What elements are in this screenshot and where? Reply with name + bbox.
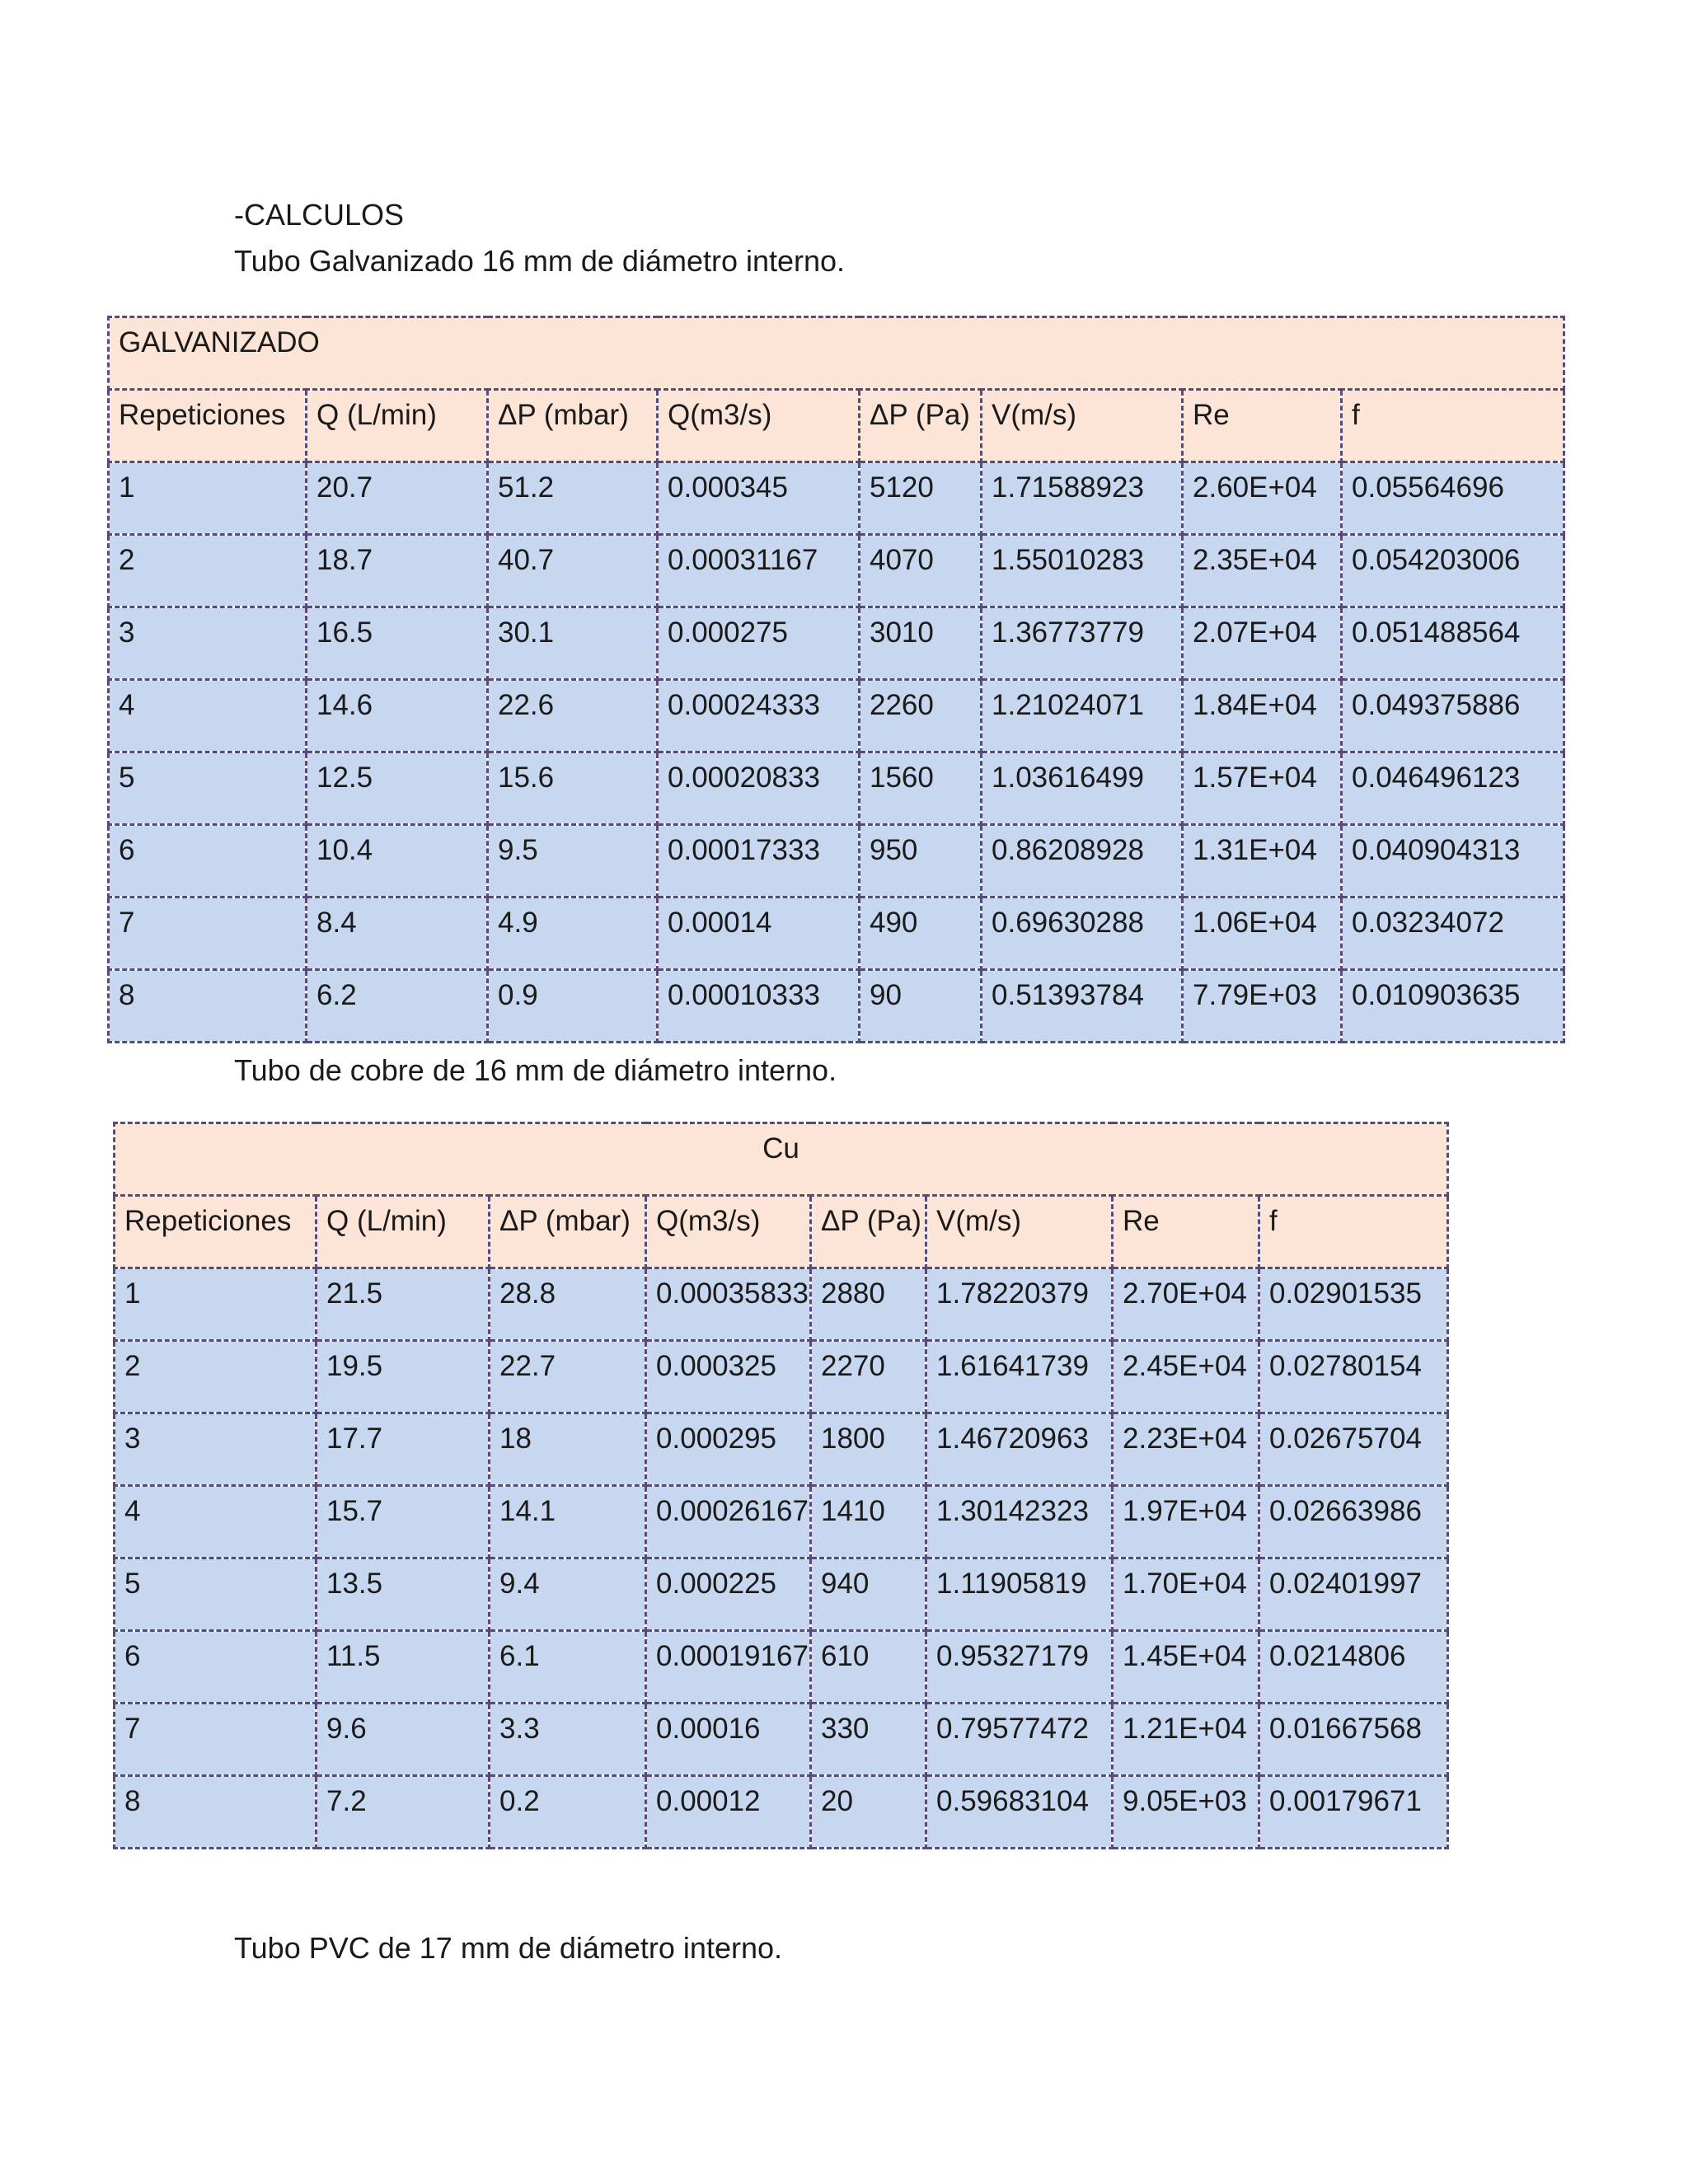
galvanizado-table-body	[109, 462, 1564, 1043]
table-cell: 3.3	[490, 1704, 646, 1776]
table-cell: 7	[115, 1704, 316, 1776]
header-dp-pa: ΔP (Pa)	[860, 390, 982, 462]
table-cell: 4.9	[488, 898, 658, 970]
table-cell: 5	[115, 1558, 316, 1631]
table-cell: 9.05E+03	[1113, 1776, 1259, 1849]
table-cell: 6	[109, 825, 307, 898]
table-cell: 14.6	[307, 680, 488, 752]
header-dp-pa: ΔP (Pa)	[811, 1196, 926, 1268]
table-cell: 0.00014	[658, 898, 860, 970]
table-title: Cu	[115, 1123, 1448, 1196]
table-cell: 2.60E+04	[1183, 462, 1342, 535]
galvanizado-table	[107, 316, 1565, 1043]
table-header-row	[115, 1196, 1448, 1268]
table-cell: 22.7	[490, 1341, 646, 1413]
table-cell: 18.7	[307, 535, 488, 607]
table-cell: 1.46720963	[926, 1413, 1113, 1486]
table-cell: 21.5	[316, 1268, 490, 1341]
cobre-table-body	[115, 1268, 1448, 1849]
table-cell: 51.2	[488, 462, 658, 535]
table-cell: 0.00016	[646, 1704, 811, 1776]
table-row	[109, 752, 1564, 825]
table-cell: 7.79E+03	[1183, 970, 1342, 1043]
table-cell: 13.5	[316, 1558, 490, 1631]
table-cell: 0.000275	[658, 607, 860, 680]
table-cell: 0.59683104	[926, 1776, 1113, 1849]
table-cell: 1.06E+04	[1183, 898, 1342, 970]
table-cell: 10.4	[307, 825, 488, 898]
table-cell: 0.00019167	[646, 1631, 811, 1704]
table-cell: 17.7	[316, 1413, 490, 1486]
table-cell: 0.00026167	[646, 1486, 811, 1558]
header-v-ms: V(m/s)	[982, 390, 1183, 462]
table-cell: 3	[115, 1413, 316, 1486]
header-q-lmin: Q (L/min)	[307, 390, 488, 462]
table-cell: 950	[860, 825, 982, 898]
table-cell: 8.4	[307, 898, 488, 970]
table-cell: 6	[115, 1631, 316, 1704]
table-cell: 0.051488564	[1342, 607, 1564, 680]
table-cell: 1410	[811, 1486, 926, 1558]
table-cell: 6.1	[490, 1631, 646, 1704]
table-cell: 0.02901535	[1259, 1268, 1448, 1341]
table-cell: 15.6	[488, 752, 658, 825]
table-row	[115, 1704, 1448, 1776]
table-cell: 0.9	[488, 970, 658, 1043]
table-cell: 0.054203006	[1342, 535, 1564, 607]
table-row	[115, 1486, 1448, 1558]
table-row	[115, 1558, 1448, 1631]
table-cell: 1.21024071	[982, 680, 1183, 752]
table-cell: 0.00031167	[658, 535, 860, 607]
pvc-caption: Tubo PVC de 17 mm de diámetro interno.	[234, 1931, 782, 1965]
table-cell: 1	[109, 462, 307, 535]
table-cell: 0.046496123	[1342, 752, 1564, 825]
table-cell: 0.0214806	[1259, 1631, 1448, 1704]
table-cell: 0.69630288	[982, 898, 1183, 970]
table-cell: 1.84E+04	[1183, 680, 1342, 752]
table-cell: 0.2	[490, 1776, 646, 1849]
table-cell: 2.70E+04	[1113, 1268, 1259, 1341]
table-row	[115, 1631, 1448, 1704]
table-cell: 0.040904313	[1342, 825, 1564, 898]
table-row	[109, 898, 1564, 970]
header-f: f	[1259, 1196, 1448, 1268]
table-cell: 40.7	[488, 535, 658, 607]
table-cell: 1800	[811, 1413, 926, 1486]
table-row	[109, 680, 1564, 752]
table-cell: 9.4	[490, 1558, 646, 1631]
table-row	[109, 825, 1564, 898]
cobre-caption: Tubo de cobre de 16 mm de diámetro interno.	[234, 1053, 837, 1087]
table-cell: 22.6	[488, 680, 658, 752]
table-cell: 0.000295	[646, 1413, 811, 1486]
table-cell: 0.00179671	[1259, 1776, 1448, 1849]
header-re: Re	[1113, 1196, 1259, 1268]
table-row	[115, 1413, 1448, 1486]
table-row	[109, 462, 1564, 535]
header-f: f	[1342, 390, 1564, 462]
header-repeticiones: Repeticiones	[109, 390, 307, 462]
table-cell: 0.000345	[658, 462, 860, 535]
table-cell: 940	[811, 1558, 926, 1631]
table-header-row	[109, 390, 1564, 462]
table-cell: 2.07E+04	[1183, 607, 1342, 680]
table-cell: 2	[109, 535, 307, 607]
table-cell: 9.5	[488, 825, 658, 898]
table-row	[109, 607, 1564, 680]
table-cell: 1.78220379	[926, 1268, 1113, 1341]
table-cell: 3	[109, 607, 307, 680]
table-cell: 7	[109, 898, 307, 970]
cobre-table	[113, 1122, 1449, 1849]
table-cell: 2.45E+04	[1113, 1341, 1259, 1413]
table-cell: 0.86208928	[982, 825, 1183, 898]
table-cell: 2	[115, 1341, 316, 1413]
table-title: GALVANIZADO	[109, 317, 1564, 390]
table-cell: 1.57E+04	[1183, 752, 1342, 825]
table-cell: 6.2	[307, 970, 488, 1043]
table-cell: 1.30142323	[926, 1486, 1113, 1558]
table-cell: 0.000225	[646, 1558, 811, 1631]
table-cell: 20	[811, 1776, 926, 1849]
table-cell: 90	[860, 970, 982, 1043]
table-cell: 1.70E+04	[1113, 1558, 1259, 1631]
table-cell: 4070	[860, 535, 982, 607]
table-cell: 15.7	[316, 1486, 490, 1558]
header-dp-mbar: ΔP (mbar)	[488, 390, 658, 462]
table-cell: 1.97E+04	[1113, 1486, 1259, 1558]
table-cell: 0.79577472	[926, 1704, 1113, 1776]
table-cell: 5	[109, 752, 307, 825]
table-cell: 1.61641739	[926, 1341, 1113, 1413]
table-cell: 0.00035833	[646, 1268, 811, 1341]
header-q-m3s: Q(m3/s)	[646, 1196, 811, 1268]
table-cell: 8	[109, 970, 307, 1043]
table-cell: 0.049375886	[1342, 680, 1564, 752]
table-cell: 0.51393784	[982, 970, 1183, 1043]
table-cell: 20.7	[307, 462, 488, 535]
table-cell: 1.71588923	[982, 462, 1183, 535]
table-cell: 0.95327179	[926, 1631, 1113, 1704]
table-cell: 0.03234072	[1342, 898, 1564, 970]
table-cell: 1.36773779	[982, 607, 1183, 680]
table-cell: 0.000325	[646, 1341, 811, 1413]
table-cell: 3010	[860, 607, 982, 680]
table-row	[109, 970, 1564, 1043]
section-heading: -CALCULOS	[234, 198, 405, 232]
table-cell: 4	[109, 680, 307, 752]
table-cell: 0.00017333	[658, 825, 860, 898]
table-row	[115, 1268, 1448, 1341]
table-cell: 330	[811, 1704, 926, 1776]
header-dp-mbar: ΔP (mbar)	[490, 1196, 646, 1268]
table-cell: 0.00010333	[658, 970, 860, 1043]
table-cell: 30.1	[488, 607, 658, 680]
table-cell: 1.31E+04	[1183, 825, 1342, 898]
table-cell: 2260	[860, 680, 982, 752]
table-cell: 0.01667568	[1259, 1704, 1448, 1776]
table-cell: 1	[115, 1268, 316, 1341]
table-cell: 5120	[860, 462, 982, 535]
table-cell: 0.02675704	[1259, 1413, 1448, 1486]
table-cell: 9.6	[316, 1704, 490, 1776]
table-cell: 0.02780154	[1259, 1341, 1448, 1413]
table-cell: 1.03616499	[982, 752, 1183, 825]
table-cell: 7.2	[316, 1776, 490, 1849]
header-re: Re	[1183, 390, 1342, 462]
table-cell: 14.1	[490, 1486, 646, 1558]
table-cell: 1.21E+04	[1113, 1704, 1259, 1776]
header-q-m3s: Q(m3/s)	[658, 390, 860, 462]
header-q-lmin: Q (L/min)	[316, 1196, 490, 1268]
table-cell: 0.02401997	[1259, 1558, 1448, 1631]
table-cell: 2270	[811, 1341, 926, 1413]
header-v-ms: V(m/s)	[926, 1196, 1113, 1268]
table-cell: 1560	[860, 752, 982, 825]
table-row	[109, 535, 1564, 607]
table-cell: 0.00020833	[658, 752, 860, 825]
table-cell: 8	[115, 1776, 316, 1849]
table-cell: 2880	[811, 1268, 926, 1341]
table-cell: 0.00012	[646, 1776, 811, 1849]
table-cell: 0.02663986	[1259, 1486, 1448, 1558]
table-cell: 0.00024333	[658, 680, 860, 752]
table-cell: 2.35E+04	[1183, 535, 1342, 607]
table-cell: 1.45E+04	[1113, 1631, 1259, 1704]
table-cell: 28.8	[490, 1268, 646, 1341]
table-cell: 610	[811, 1631, 926, 1704]
header-repeticiones: Repeticiones	[115, 1196, 316, 1268]
table-cell: 12.5	[307, 752, 488, 825]
table-cell: 0.05564696	[1342, 462, 1564, 535]
table-cell: 4	[115, 1486, 316, 1558]
table-cell: 1.11905819	[926, 1558, 1113, 1631]
table-row	[115, 1776, 1448, 1849]
table-cell: 19.5	[316, 1341, 490, 1413]
table-cell: 11.5	[316, 1631, 490, 1704]
galvanizado-caption: Tubo Galvanizado 16 mm de diámetro interno.	[234, 244, 846, 278]
table-cell: 0.010903635	[1342, 970, 1564, 1043]
table-cell: 1.55010283	[982, 535, 1183, 607]
table-title-row	[109, 317, 1564, 390]
table-cell: 2.23E+04	[1113, 1413, 1259, 1486]
table-cell: 16.5	[307, 607, 488, 680]
table-title-row	[115, 1123, 1448, 1196]
table-cell: 18	[490, 1413, 646, 1486]
table-cell: 490	[860, 898, 982, 970]
table-row	[115, 1341, 1448, 1413]
